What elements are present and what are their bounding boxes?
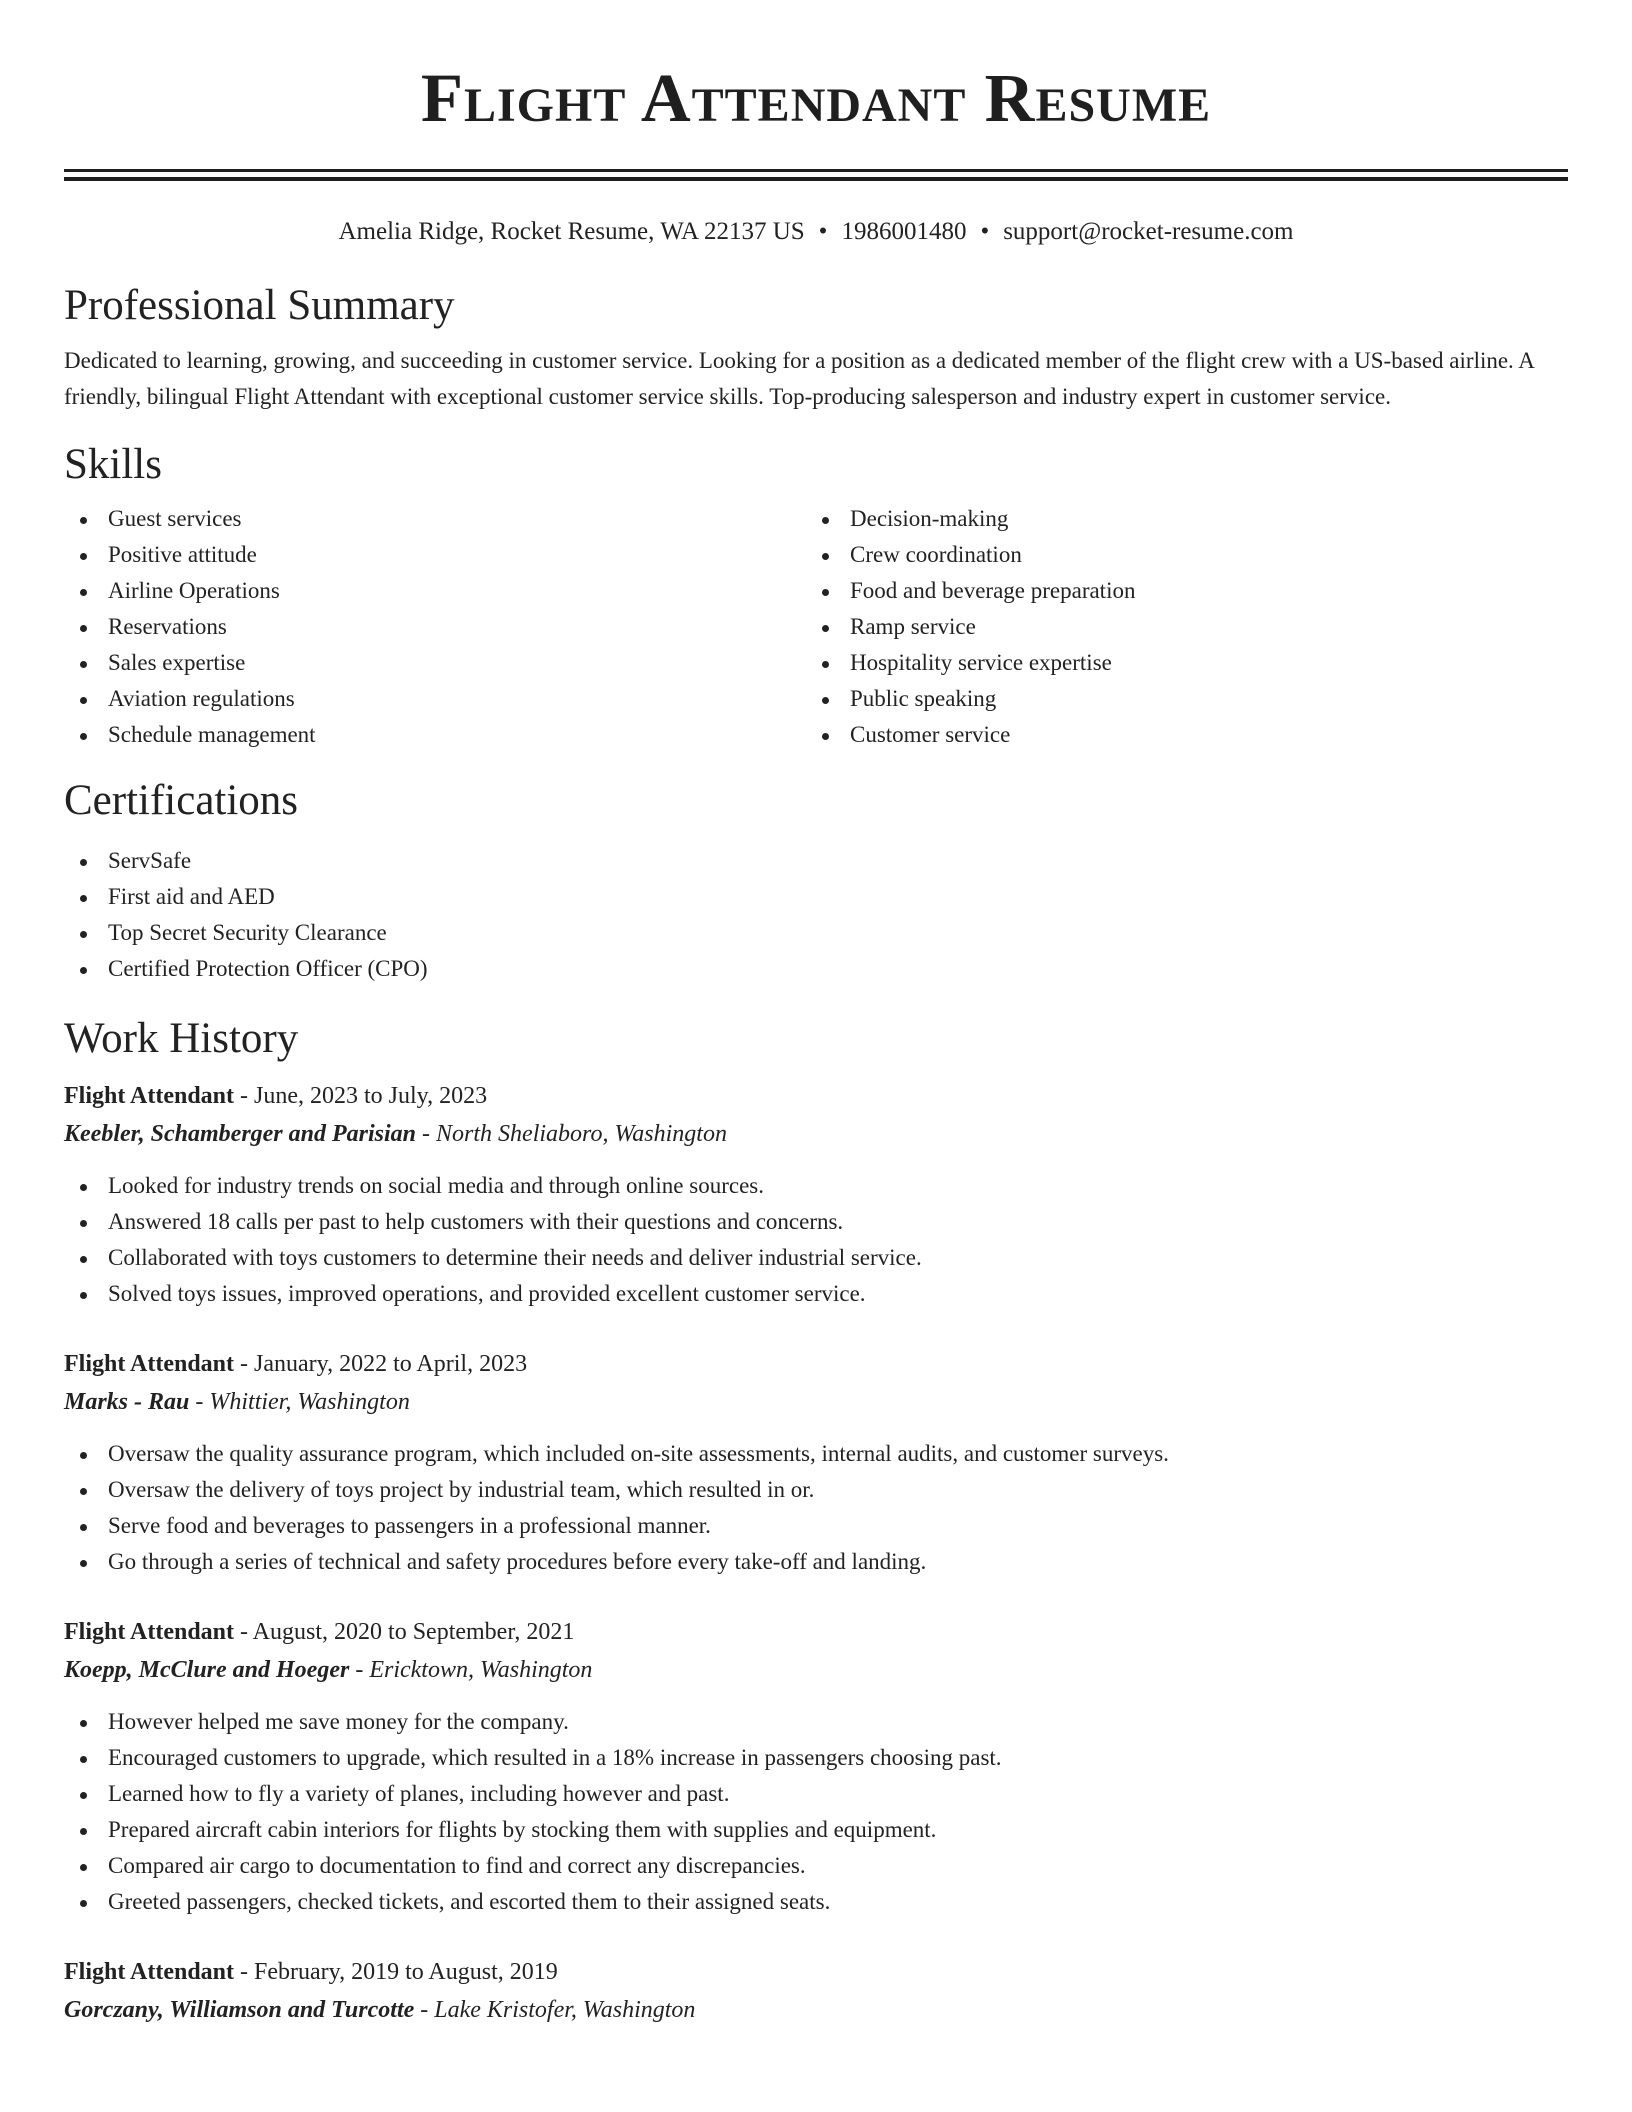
- job-company: Marks - Rau: [64, 1389, 190, 1415]
- job-duty-item: Serve food and beverages to passengers in a professional manner.: [64, 1508, 1568, 1544]
- certification-item: ServSafe: [64, 843, 1568, 879]
- job-location: - Ericktown, Washington: [355, 1657, 593, 1683]
- contact-phone: 1986001480: [841, 218, 967, 245]
- job-dates: - February, 2019 to August, 2019: [240, 1959, 558, 1985]
- job-location: - Whittier, Washington: [195, 1389, 410, 1415]
- contact-address: Amelia Ridge, Rocket Resume, WA 22137 US: [338, 218, 805, 245]
- skill-item: Schedule management: [64, 717, 806, 753]
- job-header: [64, 1613, 1568, 1651]
- job-header: [64, 1077, 1568, 1115]
- job-employer: [64, 1991, 1568, 2029]
- skill-item: Airline Operations: [64, 573, 806, 609]
- job-company: Koepp, McClure and Hoeger: [64, 1657, 350, 1683]
- job-title: Flight Attendant: [64, 1351, 235, 1377]
- job-dates: - August, 2020 to September, 2021: [240, 1619, 575, 1645]
- job-entry: [64, 1077, 1568, 1312]
- skill-item: Public speaking: [806, 681, 1548, 717]
- job-duty-item: Solved toys issues, improved operations, and provided excellent customer service.: [64, 1276, 1568, 1312]
- job-employer: [64, 1383, 1568, 1421]
- job-duties-list: [64, 1704, 1568, 1920]
- skill-item: Hospitality service expertise: [806, 645, 1548, 681]
- job-duties-list: [64, 1168, 1568, 1312]
- job-entry: [64, 1613, 1568, 1920]
- skill-item: Customer service: [806, 717, 1548, 753]
- skill-item: Aviation regulations: [64, 681, 806, 717]
- job-duty-item: Looked for industry trends on social media and through online sources.: [64, 1168, 1568, 1204]
- job-location: - Lake Kristofer, Washington: [420, 1997, 696, 2023]
- summary-text: Dedicated to learning, growing, and succeeding in customer service. Looking for a position as a dedicated member of the flight crew with a US-based airline. A friendly, bilingual Flight Attendant with exceptional customer service skills. Top-producing salesperson and industry expert in customer service.: [64, 348, 1534, 409]
- job-title: Flight Attendant: [64, 1959, 235, 1985]
- resume-title: Flight Attendant Resume: [420, 60, 1212, 136]
- job-duty-item: Learned how to fly a variety of planes, including however and past.: [64, 1776, 1568, 1812]
- certification-item: Certified Protection Officer (CPO): [64, 951, 1568, 987]
- job-header: [64, 1953, 1568, 1991]
- job-company: Gorczany, Williamson and Turcotte: [64, 1997, 415, 2023]
- skills-list-left: [64, 501, 806, 753]
- certifications-list: [64, 843, 1568, 987]
- job-duty-item: Compared air cargo to documentation to find and correct any discrepancies.: [64, 1848, 1568, 1884]
- skill-item: Food and beverage preparation: [806, 573, 1548, 609]
- title-divider-top: [64, 169, 1568, 172]
- job-duty-item: Prepared aircraft cabin interiors for flights by stocking them with supplies and equipment.: [64, 1812, 1568, 1848]
- skill-item: Crew coordination: [806, 537, 1548, 573]
- job-dates: - June, 2023 to July, 2023: [240, 1083, 488, 1109]
- contact-email: support@rocket-resume.com: [1003, 218, 1294, 245]
- job-duty-item: Answered 18 calls per past to help customers with their questions and concerns.: [64, 1204, 1568, 1240]
- job-duties-list: [64, 1436, 1568, 1580]
- skills-heading: Skills: [64, 441, 162, 488]
- work-history-heading: Work History: [64, 1015, 299, 1062]
- skill-item: Decision-making: [806, 501, 1548, 537]
- job-employer: [64, 1115, 1568, 1153]
- contact-separator: •: [818, 218, 828, 245]
- contact-line: [64, 214, 1568, 250]
- job-duty-item: Greeted passengers, checked tickets, and escorted them to their assigned seats.: [64, 1884, 1568, 1920]
- job-title: Flight Attendant: [64, 1083, 235, 1109]
- skill-item: Guest services: [64, 501, 806, 537]
- job-entry: [64, 1953, 1568, 2029]
- job-duty-item: Oversaw the delivery of toys project by industrial team, which resulted in or.: [64, 1472, 1568, 1508]
- job-duty-item: Collaborated with toys customers to determine their needs and deliver industrial service.: [64, 1240, 1568, 1276]
- certification-item: First aid and AED: [64, 879, 1568, 915]
- job-dates: - January, 2022 to April, 2023: [240, 1351, 528, 1377]
- job-company: Keebler, Schamberger and Parisian: [64, 1121, 417, 1147]
- job-employer: [64, 1651, 1568, 1689]
- resume-page: [64, 0, 1568, 2029]
- skill-item: Ramp service: [806, 609, 1548, 645]
- skill-item: Positive attitude: [64, 537, 806, 573]
- job-duty-item: Encouraged customers to upgrade, which resulted in a 18% increase in passengers choosing past.: [64, 1740, 1568, 1776]
- skills-list-right: [806, 501, 1548, 753]
- skill-item: Sales expertise: [64, 645, 806, 681]
- certification-item: Top Secret Security Clearance: [64, 915, 1568, 951]
- skill-item: Reservations: [64, 609, 806, 645]
- title-divider-bottom: [64, 177, 1568, 181]
- job-duty-item: Go through a series of technical and safety procedures before every take-off and landing.: [64, 1544, 1568, 1580]
- certifications-heading: Certifications: [64, 777, 299, 824]
- job-header: [64, 1345, 1568, 1383]
- job-entry: [64, 1345, 1568, 1580]
- skills-columns: [64, 501, 1568, 753]
- job-title: Flight Attendant: [64, 1619, 235, 1645]
- job-duty-item: Oversaw the quality assurance program, which included on-site assessments, internal audits, and customer surveys.: [64, 1436, 1568, 1472]
- summary-heading: Professional Summary: [64, 282, 455, 329]
- contact-separator: •: [980, 218, 990, 245]
- job-duty-item: However helped me save money for the company.: [64, 1704, 1568, 1740]
- job-location: - North Sheliaboro, Washington: [422, 1121, 727, 1147]
